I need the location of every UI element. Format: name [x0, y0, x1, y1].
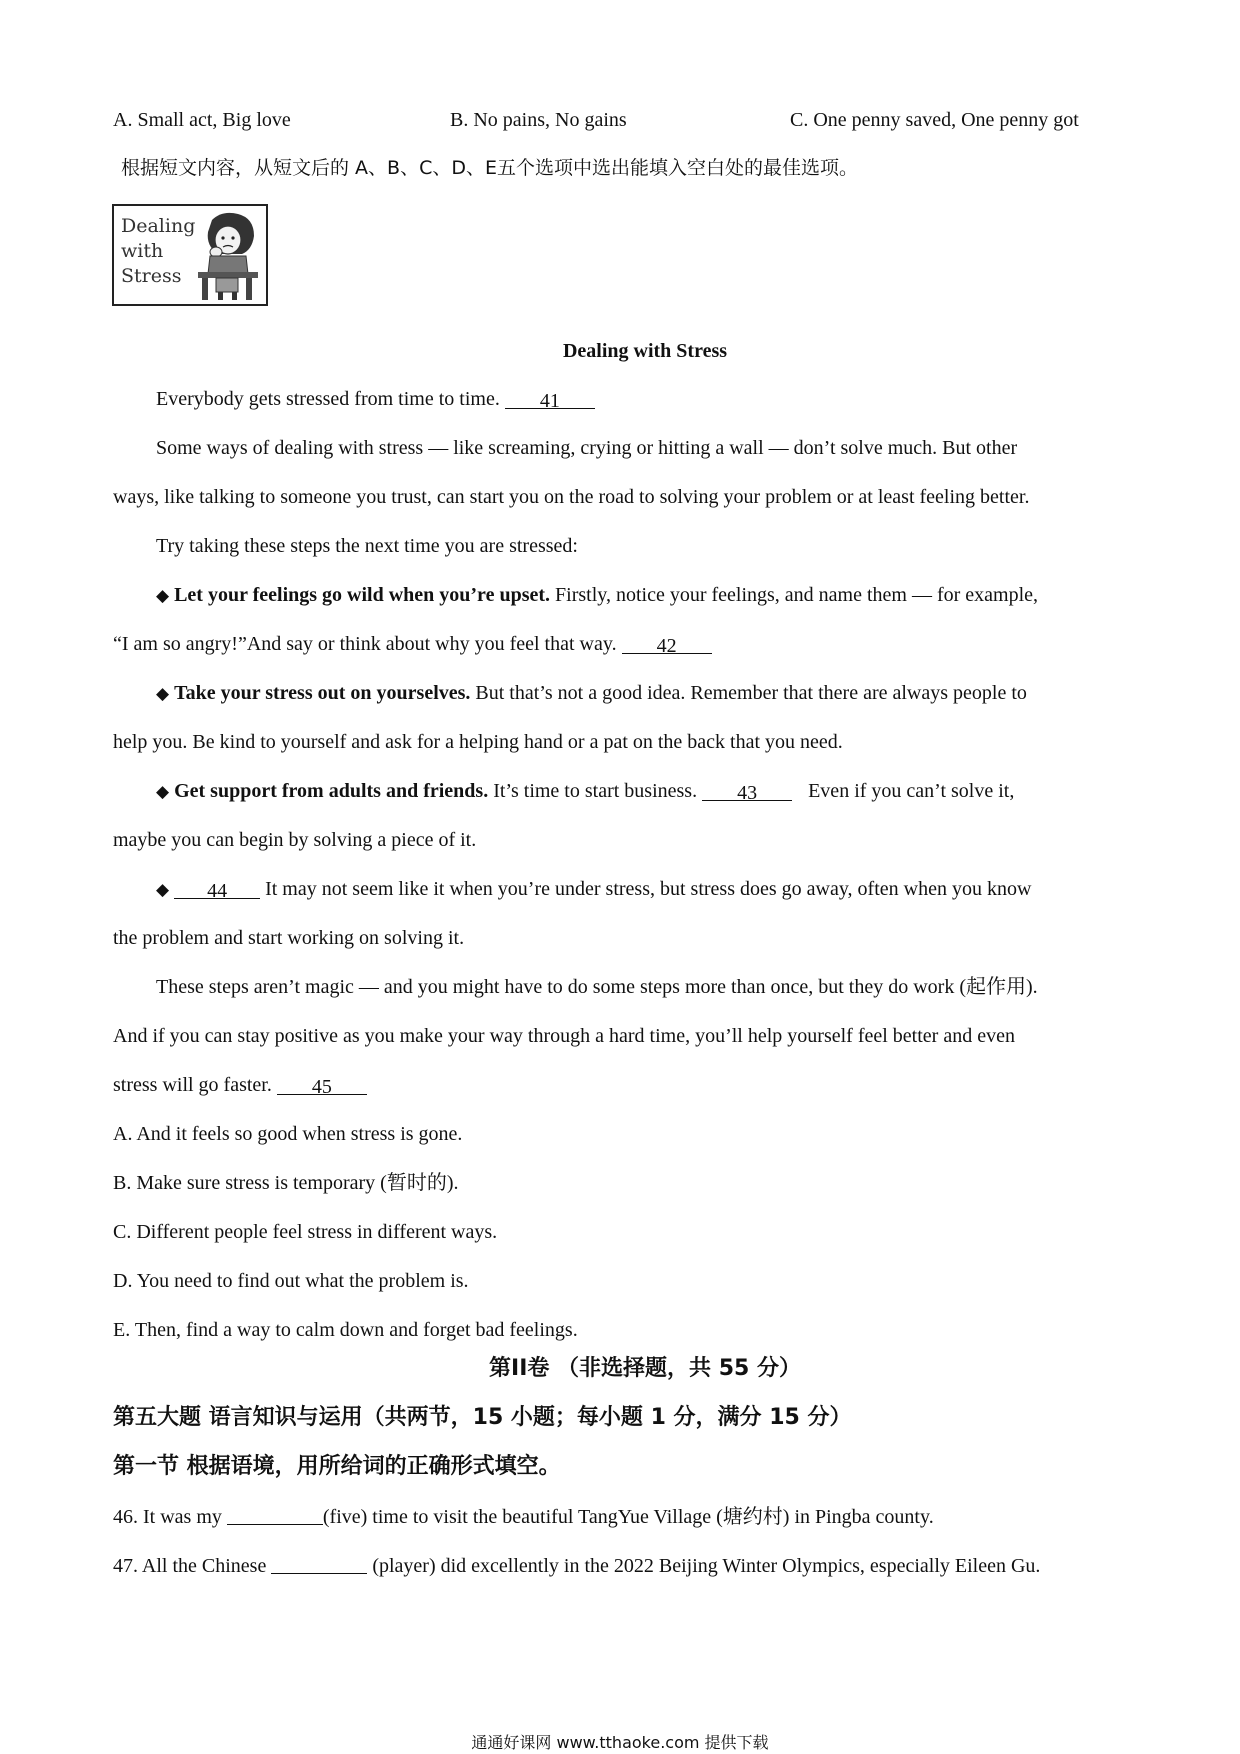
diamond-bullet: ◆	[156, 684, 170, 704]
step-1-line-2	[113, 631, 712, 657]
step-2-heading: Take your stress out on yourselves.	[174, 682, 471, 704]
option-d: D. You need to find out what the problem is.	[113, 1270, 469, 1292]
paragraph-2-line-1: Some ways of dealing with stress — like screaming, crying or hitting a wall — don’t solve much. But other	[156, 437, 1018, 459]
question-46-text-b: (five) time to visit the beautiful TangYue Village (塘约村) in Pingba county.	[322, 1506, 934, 1528]
diamond-bullet: ◆	[156, 586, 170, 606]
diamond-bullet: ◆	[156, 782, 170, 802]
passage-title: Dealing with Stress	[562, 340, 728, 362]
step-4-line-1	[156, 876, 1031, 903]
top-option-c: C. One penny saved, One penny got	[790, 109, 1079, 131]
step-1-line-1	[156, 582, 1038, 609]
option-e: E. Then, find a way to calm down and forget bad feelings.	[113, 1319, 578, 1341]
paragraph-1	[156, 386, 595, 412]
step-1-text-2: “I am so angry!”And say or think about why you feel that way.	[113, 633, 622, 655]
closing-line-2: And if you can stay positive as you make your way through a hard time, you’ll help yourself feel better and even	[113, 1025, 1015, 1047]
paragraph-2-line-2: ways, like talking to someone you trust, can start you on the road to solving your problem or at least feeling better.	[113, 486, 1030, 508]
section-1-heading: 第一节 根据语境，用所给词的正确形式填空。	[113, 1454, 561, 1479]
blank-42[interactable]	[622, 633, 712, 657]
blank-41[interactable]	[505, 388, 595, 412]
footer-watermark: 通通好课网 www.tthaoke.com 提供下载	[471, 1733, 769, 1752]
dealing-with-stress-logo	[112, 204, 268, 306]
closing-line-3	[113, 1072, 367, 1098]
diamond-bullet: ◆	[156, 880, 170, 900]
blank-43[interactable]	[702, 780, 792, 804]
question-47-text-a: 47. All the Chinese	[113, 1555, 272, 1577]
top-options-row	[113, 107, 1133, 133]
question-46-text-a: 46. It was my	[113, 1506, 227, 1528]
step-1-heading: Let your feelings go wild when you’re upset.	[174, 584, 551, 606]
option-c: C. Different people feel stress in different ways.	[113, 1221, 498, 1243]
closing-line-1: These steps aren’t magic — and you might have to do some steps more than once, but they do work (起作用).	[156, 976, 1038, 998]
logo-line-3: Stress	[121, 265, 182, 287]
step-3-line-1	[156, 778, 1014, 805]
paragraph-1-text: Everybody gets stressed from time to time.	[156, 388, 505, 410]
blank-44[interactable]	[174, 878, 260, 902]
question-47-text-b: (player) did excellently in the 2022 Beijing Winter Olympics, especially Eileen Gu.	[367, 1555, 1041, 1577]
step-1-text: Firstly, notice your feelings, and name them — for example,	[550, 584, 1039, 606]
step-3-line-2: maybe you can begin by solving a piece of it.	[113, 829, 477, 851]
step-2-line-1	[156, 680, 1027, 707]
question-46	[113, 1504, 934, 1530]
step-2-line-2: help you. Be kind to yourself and ask for a helping hand or a pat on the back that you need.	[113, 731, 843, 753]
step-3-text-after: Even if you can’t solve it,	[808, 780, 1015, 802]
question-47	[113, 1553, 1040, 1579]
step-2-text: But that’s not a good idea. Remember that there are always people to	[470, 682, 1027, 704]
volume-ii-title: 第II卷 （非选择题，共 55 分）	[489, 1356, 801, 1381]
step-4-text: It may not seem like it when you’re under stress, but stress does go away, often when you know	[265, 878, 1032, 900]
option-b: B. Make sure stress is temporary (暂时的).	[113, 1172, 459, 1194]
blank-43-number: 43	[737, 782, 758, 804]
logo-text	[121, 214, 195, 289]
option-a: A. And it feels so good when stress is gone.	[113, 1123, 463, 1145]
logo-line-1: Dealing	[121, 215, 196, 237]
logo-line-2: with	[121, 240, 164, 262]
step-4-line-2: the problem and start working on solving it.	[113, 927, 465, 949]
section-5-heading: 第五大题 语言知识与运用（共两节，15 小题；每小题 1 分，满分 15 分）	[113, 1405, 852, 1430]
paragraph-3: Try taking these steps the next time you are stressed:	[156, 535, 578, 557]
blank-45-number: 45	[311, 1076, 332, 1098]
question-46-blank[interactable]	[227, 1504, 323, 1525]
step-3-text: It’s time to start business.	[488, 780, 703, 802]
top-option-a: A. Small act, Big love	[113, 109, 291, 131]
top-option-b: B. No pains, No gains	[450, 109, 627, 131]
closing-text-3: stress will go faster.	[113, 1074, 277, 1096]
instruction: 根据短文内容，从短文后的 A、B、C、D、E五个选项中选出能填入空白处的最佳选项。	[121, 157, 858, 179]
blank-42-number: 42	[656, 635, 677, 657]
blank-45[interactable]	[277, 1074, 367, 1098]
blank-44-number: 44	[207, 880, 228, 902]
step-3-heading: Get support from adults and friends.	[174, 780, 489, 802]
stressed-boy-illustration	[192, 210, 262, 302]
question-47-blank[interactable]	[271, 1553, 367, 1574]
blank-41-number: 41	[539, 390, 560, 412]
